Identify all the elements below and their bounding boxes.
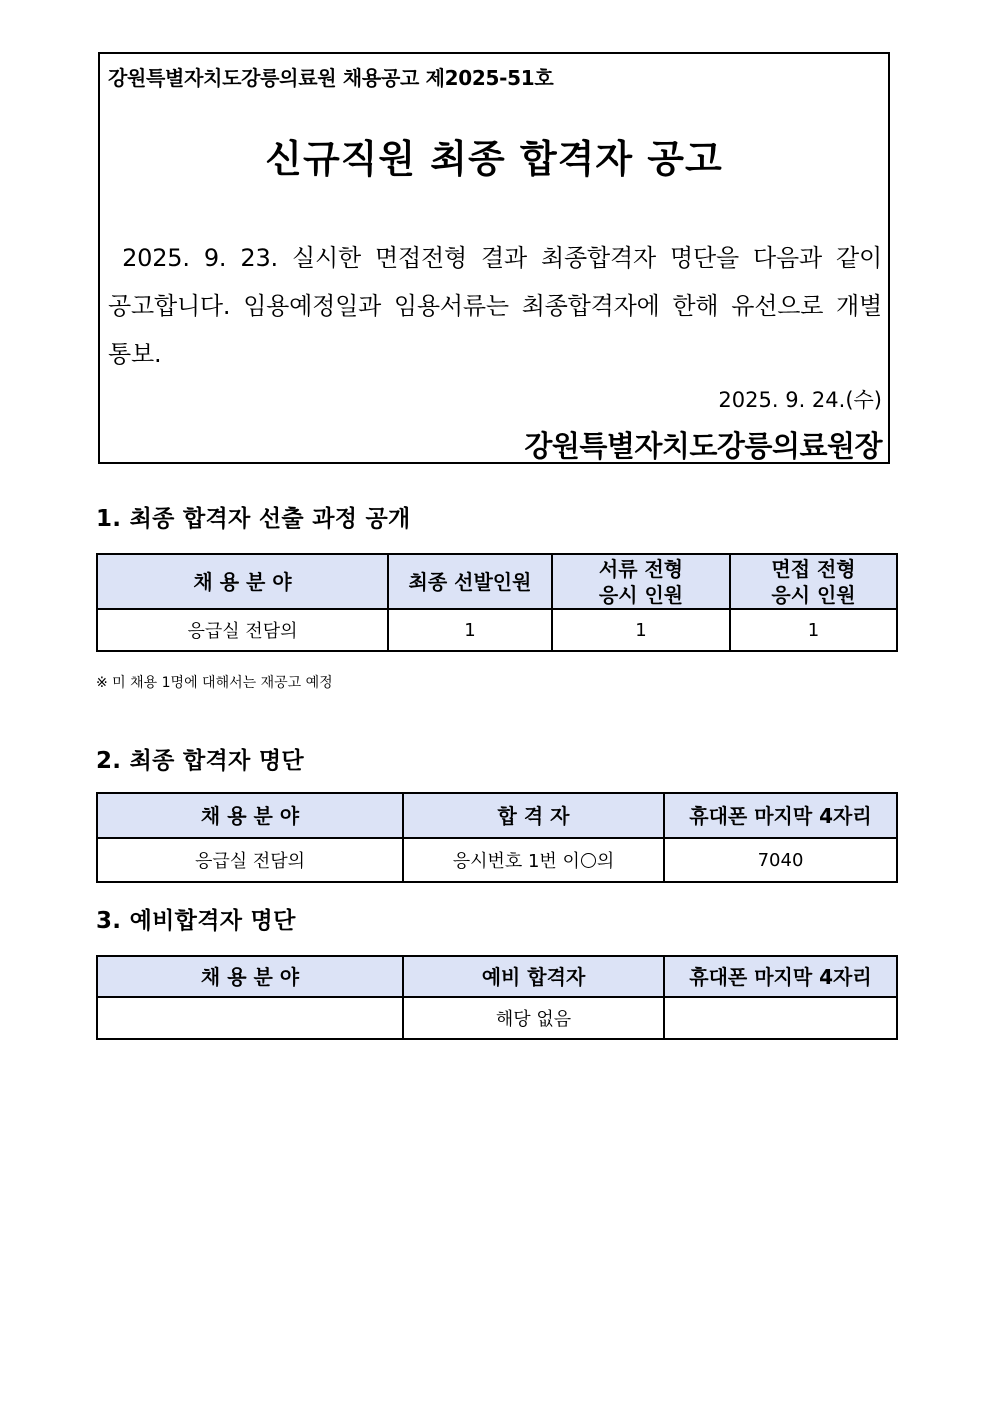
header-phone: 휴대폰 마지막 4자리: [664, 793, 897, 838]
section1-heading: 1. 최종 합격자 선출 과정 공개: [96, 506, 411, 532]
section3-heading: 3. 예비합격자 명단: [96, 908, 296, 934]
notice-title: 신규직원 최종 합격자 공고: [265, 137, 723, 181]
selection-process-table: [96, 553, 898, 652]
table-header-row: [97, 793, 897, 838]
header-field: 채 용 분 야: [97, 956, 403, 997]
passer-name-prefix: 응시번호 1번 이: [452, 851, 580, 872]
header-interview-stage-line1: 면접 전형: [771, 556, 856, 581]
header-reserve-passer: 예비 합격자: [403, 956, 664, 997]
masked-circle-icon: [581, 853, 596, 868]
cell-document-count: 1: [552, 609, 730, 651]
table-row: [97, 997, 897, 1039]
header-field: 채 용 분 야: [97, 793, 403, 838]
header-passer: 합 격 자: [403, 793, 664, 838]
final-passers-table: [96, 792, 898, 883]
notice-box: [98, 52, 890, 464]
cell-field: [97, 997, 403, 1039]
header-document-stage-line2: 응시 인원: [598, 582, 684, 607]
header-document-stage-line1: 서류 전형: [598, 556, 684, 581]
header-field: 채 용 분 야: [97, 554, 388, 609]
header-final-count: 최종 선발인원: [388, 554, 552, 609]
notice-issuer: 강원특별자치도강릉의료원장: [524, 429, 882, 463]
header-phone: 휴대폰 마지막 4자리: [664, 956, 897, 997]
notice-number: 강원특별자치도강릉의료원 채용공고 제2025-51호: [108, 66, 554, 90]
footnote: ※ 미 채용 1명에 대해서는 재공고 예정: [96, 675, 333, 691]
table-header-row: [97, 554, 897, 609]
cell-interview-count: 1: [730, 609, 897, 651]
notice-date: 2025. 9. 24.(수): [718, 388, 882, 412]
cell-final-count: 1: [388, 609, 552, 651]
table-row: [97, 609, 897, 651]
cell-passer: [403, 838, 664, 882]
notice-body: [108, 234, 882, 378]
section2-heading: 2. 최종 합격자 명단: [96, 748, 304, 774]
notice-body-text: 2025. 9. 23. 실시한 면접전형 결과 최종합격자 명단을 다음과 같이 공고합니다. 임용예정일과 임용서류는 최종합격자에 한해 유선으로 개별통보.: [108, 244, 882, 368]
table-header-row: [97, 956, 897, 997]
header-document-stage: [552, 554, 730, 609]
cell-field: 응급실 전담의: [97, 609, 388, 651]
passer-name-suffix: 의: [596, 851, 615, 872]
cell-phone: 7040: [664, 838, 897, 882]
cell-phone: [664, 997, 897, 1039]
reserve-passers-table: [96, 955, 898, 1040]
header-interview-stage: [730, 554, 897, 609]
table-row: [97, 838, 897, 882]
cell-reserve-passer: 해당 없음: [403, 997, 664, 1039]
header-interview-stage-line2: 응시 인원: [771, 582, 856, 607]
cell-field: 응급실 전담의: [97, 838, 403, 882]
